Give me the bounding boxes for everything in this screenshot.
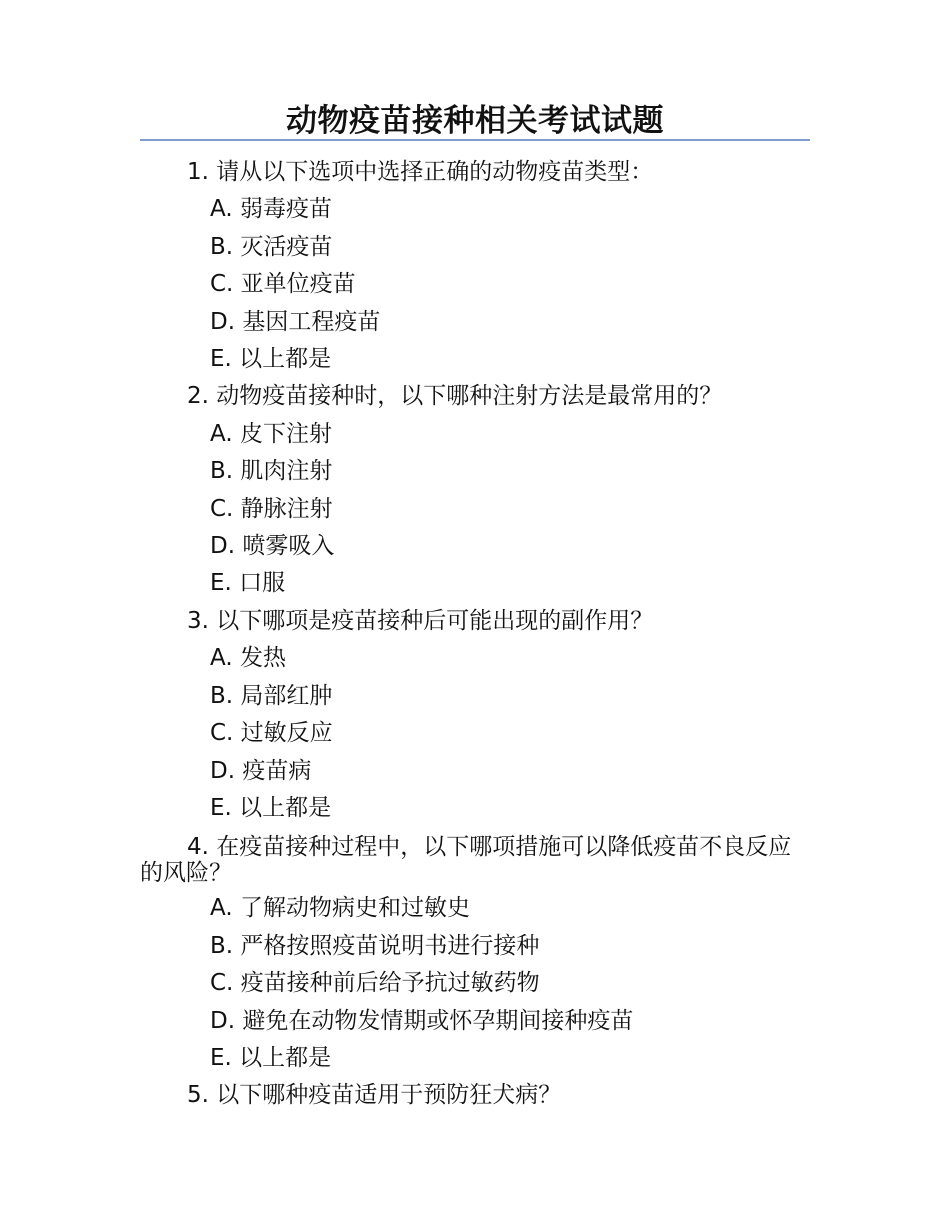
- option-b: B. 肌肉注射: [210, 458, 333, 485]
- option-e: E. 以上都是: [210, 794, 332, 821]
- option-c: C. 过敏反应: [210, 720, 333, 747]
- option-d: D. 疫苗病: [210, 757, 312, 784]
- option-d: D. 基因工程疫苗: [210, 308, 381, 335]
- question-text: 5. 以下哪种疫苗适用于预防狂犬病？: [187, 1082, 562, 1109]
- question-3: [140, 603, 810, 827]
- option-b: B. 局部红肿: [210, 682, 333, 709]
- option-d: D. 避免在动物发情期或怀孕期间接种疫苗: [210, 1007, 634, 1034]
- question-2: [140, 378, 810, 602]
- question-list: [140, 154, 810, 1115]
- option-a: A. 了解动物病史和过敏史: [210, 895, 470, 922]
- question-5: [140, 1077, 810, 1114]
- question-text: 4. 在疫苗接种过程中，以下哪项措施可以降低疫苗不良反应的风险？: [140, 834, 792, 887]
- question-4: [140, 827, 810, 1077]
- option-e: E. 以上都是: [210, 346, 332, 373]
- option-a: A. 皮下注射: [210, 420, 332, 447]
- question-text: 2. 动物疫苗接种时，以下哪种注射方法是最常用的？: [187, 383, 723, 410]
- option-a: A. 发热: [210, 645, 286, 672]
- option-d: D. 喷雾吸入: [210, 533, 335, 560]
- option-c: C. 静脉注射: [210, 495, 333, 522]
- question-1: [140, 154, 810, 378]
- option-c: C. 疫苗接种前后给予抗过敏药物: [210, 970, 540, 997]
- title-underline: [140, 139, 810, 141]
- document-title: 动物疫苗接种相关考试试题: [286, 103, 664, 139]
- option-e: E. 以上都是: [210, 1044, 332, 1071]
- option-e: E. 口服: [210, 570, 286, 597]
- option-b: B. 严格按照疫苗说明书进行接种: [210, 932, 540, 959]
- question-text: 1. 请从以下选项中选择正确的动物疫苗类型：: [187, 159, 654, 185]
- option-a: A. 弱毒疫苗: [210, 196, 332, 223]
- option-b: B. 灭活疫苗: [210, 233, 333, 260]
- option-c: C. 亚单位疫苗: [210, 271, 356, 298]
- question-text: 3. 以下哪项是疫苗接种后可能出现的副作用？: [187, 607, 654, 634]
